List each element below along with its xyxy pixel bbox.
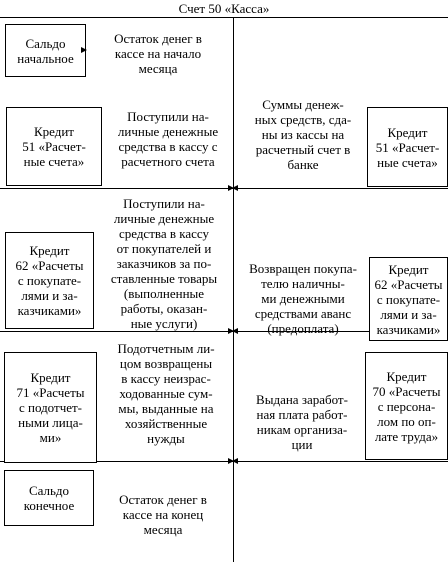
text-line: средства в кассу с <box>118 139 218 154</box>
text-line: расчетного счета <box>121 154 215 169</box>
text-line: кассе на конец <box>122 506 204 522</box>
text-line: в кассу неизрас- <box>121 370 211 386</box>
box-line: Сальдо <box>25 35 66 51</box>
text-line: личные денежные <box>117 124 219 139</box>
text-line: никам организа- <box>256 422 348 437</box>
text-line: Выдана заработ- <box>256 392 348 407</box>
text-line: кассе на начало <box>114 45 202 61</box>
box-line: ными лица- <box>18 415 83 430</box>
debit-credit-51-box <box>6 107 102 186</box>
credit-62-text <box>238 258 368 338</box>
box-line: 70 «Расчеты <box>372 383 441 399</box>
text-line: личные денежные <box>113 211 215 226</box>
opening-balance-text <box>90 28 226 78</box>
text-line: ставленные товары <box>110 271 218 286</box>
debit-credit-62-text <box>96 196 232 331</box>
text-line: мы, выданные на <box>118 400 214 416</box>
box-line: казчиками» <box>376 321 441 337</box>
debit-credit-71-box <box>4 352 97 463</box>
box-line: с покупате- <box>17 273 82 288</box>
text-line: цом возвращены <box>119 355 213 371</box>
text-line: расчетный счет в <box>255 141 351 157</box>
box-line: 62 «Расчеты <box>15 258 84 273</box>
text-line: Поступили на- <box>127 109 209 124</box>
text-line: месяца <box>138 60 178 76</box>
text-line: Поступили на- <box>123 196 205 211</box>
text-line: Суммы денеж- <box>262 96 344 112</box>
box-line: Кредит <box>386 368 427 384</box>
text-line: Остаток денег в <box>119 491 207 507</box>
t-account-divider <box>233 17 234 562</box>
text-line: средства в кассу <box>118 226 210 241</box>
text-line: ных средств, сда- <box>254 111 352 127</box>
text-line: банке <box>287 156 319 172</box>
box-line: ные счета» <box>23 154 85 169</box>
text-line: ции <box>291 437 313 452</box>
text-line: месяца <box>143 521 183 537</box>
text-line: заказчиков за по- <box>116 256 212 271</box>
box-line: с покупате- <box>376 291 441 307</box>
separator-1-right <box>233 188 448 189</box>
text-line: ные услуги) <box>130 316 198 331</box>
text-line: (выполненные <box>123 286 205 301</box>
credit-70-text <box>240 382 364 462</box>
text-line: от покупателей и <box>116 241 212 256</box>
box-line: Кредит <box>33 124 74 139</box>
text-line: нужды <box>147 430 185 446</box>
t-account-top-line <box>0 17 448 18</box>
box-line: лями и за- <box>21 288 78 303</box>
box-line: 51 «Расчет- <box>22 139 86 154</box>
box-line: начальное <box>17 50 74 66</box>
box-line: ные счета» <box>377 154 438 170</box>
debit-credit-62-box <box>5 232 94 329</box>
box-line: казчиками» <box>17 303 82 318</box>
separator-1 <box>0 188 233 189</box>
box-line: лом по оп- <box>377 413 436 429</box>
box-line: лями и за- <box>380 306 437 322</box>
closing-balance-box <box>4 470 94 526</box>
closing-balance-text <box>94 478 232 550</box>
box-line: Кредит <box>29 243 70 258</box>
credit-51-box <box>367 107 448 187</box>
text-line: Остаток денег в <box>114 30 202 46</box>
credit-70-box <box>365 352 448 460</box>
box-line: лате труда» <box>374 428 439 444</box>
box-line: Сальдо <box>28 483 70 498</box>
account-title: Счет 50 «Касса» <box>178 1 270 16</box>
credit-51-text <box>244 94 362 174</box>
text-line: Возвращен покупа- <box>249 260 357 276</box>
credit-62-box <box>369 257 448 341</box>
box-line: с персона- <box>377 398 436 414</box>
box-line: 71 «Расчеты <box>16 385 85 400</box>
opening-balance-box <box>5 24 86 77</box>
text-line: средствами аванс <box>254 305 352 321</box>
text-line: ны из кассы на <box>261 126 345 142</box>
box-line: Кредит <box>30 370 71 385</box>
text-line: телю наличны- <box>261 275 345 291</box>
box-line: с подотчет- <box>18 400 83 415</box>
debit-credit-51-text <box>104 106 232 172</box>
text-line: работы, оказан- <box>120 301 208 316</box>
box-line: Кредит <box>388 261 429 277</box>
text-line: ходованные сум- <box>119 385 213 401</box>
box-line: конечное <box>23 498 75 513</box>
box-line: ми» <box>39 430 62 445</box>
text-line: хозяйственные <box>124 415 208 431</box>
box-line: 51 «Расчет- <box>375 139 440 155</box>
box-line: Кредит <box>387 124 428 140</box>
text-line: ная плата работ- <box>256 407 348 422</box>
text-line: ми денежными <box>261 290 345 306</box>
debit-credit-71-text <box>100 337 232 449</box>
text-line: Подотчетным ли- <box>117 340 215 356</box>
box-line: 62 «Расчеты <box>374 276 443 292</box>
separator-2 <box>0 331 233 332</box>
text-line: (предоплата) <box>267 320 339 336</box>
